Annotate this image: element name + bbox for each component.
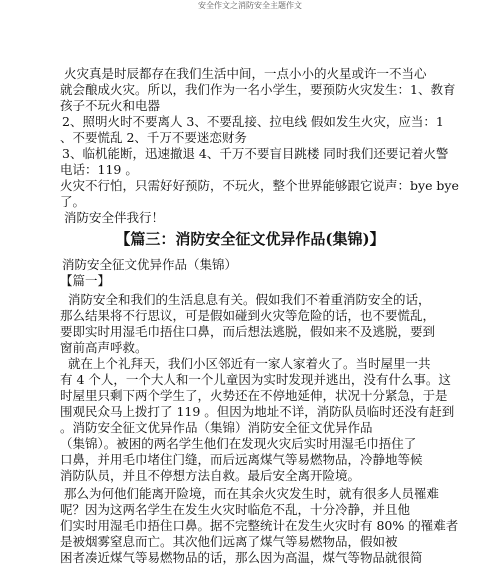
text-line: （集锦）。被困的两名学生他们在发现火灾后实时用湿毛巾捂住了 <box>60 436 417 451</box>
text-line: 就在上个礼拜天，我们小区邻近有一家人家着火了。当时屋里一共 <box>68 356 431 371</box>
text-line: 火灾真是时辰都存在我们生活中间，一点小小的火星或许一不当心 <box>64 66 427 81</box>
text-line: 消防队员，并且不停想方法自救。最后安全离开险境。 <box>60 468 361 483</box>
text-line: 们实时用湿毛巾捂住口鼻。据不完整统计在发生火灾时有 80% 的罹难者 <box>60 518 459 533</box>
text-line: 就会酿成火灾。所以，我们作为一名小学生，要预防火灾发生：1、教育 <box>60 82 456 97</box>
text-line: 是被烟雾窒息而亡。其次他们远离了煤气等易燃物品，假如被 <box>60 534 398 549</box>
text-line: 了。 <box>60 194 86 209</box>
text-line: 消防安全伴我行！ <box>64 210 165 225</box>
text-line: 2、照明火时不要离人 3、不要乱接、拉电线 假如发生火灾，应当：1 <box>62 114 444 129</box>
text-line: 【篇一】 <box>60 273 111 288</box>
text-line: 围观民众马上拨打了 119 。但因为地址不详，消防队员临时还没有赶到 <box>60 404 455 419</box>
text-line: 那么结果将不行思议，可是假如碰到火灾等危险的话，也不要慌乱， <box>60 308 436 323</box>
text-line: 孩子不玩火和电器 <box>60 98 161 113</box>
text-line: 时屋里只剩下两个学生了，火势还在不停地延伸，状况十分紧急，于是 <box>60 388 448 403</box>
text-line: 呢？因为这两名学生在发生火灾时临危不乱，十分冷静，并且他 <box>60 502 411 517</box>
text-line: 。消防安全征文优异作品（集锦）消防安全征文优异作品 <box>60 420 373 435</box>
page-header: 安全作文之消防安全主题作文 <box>198 1 302 10</box>
text-line: 窗前高声呼救。 <box>60 340 148 355</box>
text-line: 电话：119 。 <box>60 162 138 177</box>
text-line: 、不要慌乱 2、千万不要迷恋财务 <box>60 130 247 145</box>
text-line: 要即实时用湿毛巾捂住口鼻，而后想法逃脱，假如来不及逃脱，要到 <box>60 324 436 339</box>
text-line: 困者凑近煤气等易燃物品的话，那么因为高温，煤气等物品就很简 <box>60 550 423 565</box>
text-line: 3、临机能断，迅速撤退 4、千万不要盲目跳楼 同时我们还要记着火警 <box>62 146 449 161</box>
text-line: 有 4 个人，一个大人和一个儿童因为实时发现并逃出，没有什么事。这 <box>60 372 451 387</box>
text-line: 消防安全征文优异作品（集锦） <box>62 257 238 272</box>
text-line: 火灾不行怕，只需好好预防，不玩火，整个世界能够跟它说声：bye bye <box>60 178 459 193</box>
text-line: 那么为何他们能离开险境，而在其余火灾发生时，就有很多人员罹难 <box>64 486 440 501</box>
text-line: 口鼻，并用毛巾堵住门缝，而后远离煤气等易燃物品，冷静地等候 <box>60 452 423 467</box>
text-line: 消防安全和我们的生活息息有关。假如我们不着重消防安全的话， <box>68 292 431 307</box>
section-title: 【篇三：消防安全征文优异作品(集锦)】 <box>115 230 385 248</box>
